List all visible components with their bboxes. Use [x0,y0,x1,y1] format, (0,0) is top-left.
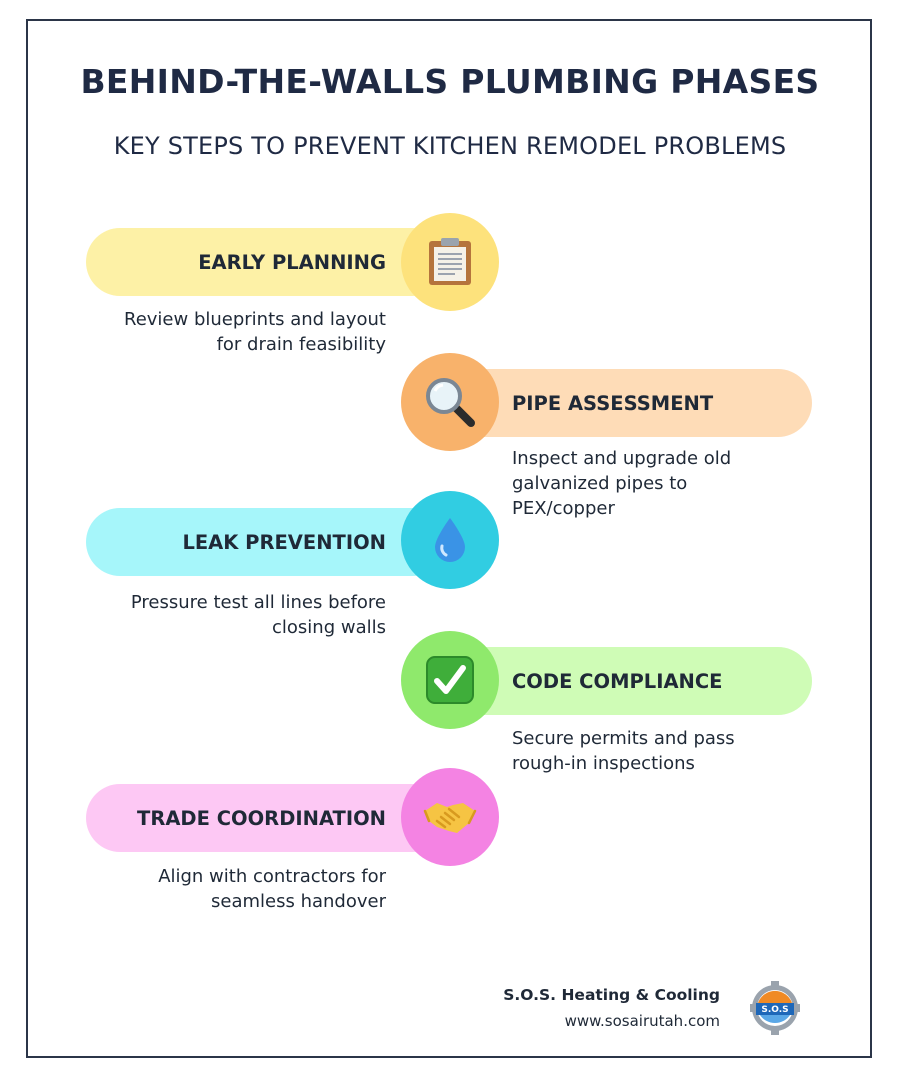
step-pipe-assessment-description: Inspect and upgrade old galvanized pipes to PEX/copper [512,448,732,519]
step-label: TRADE COORDINATION [137,806,386,830]
check-mark-icon [425,655,475,705]
clipboard-icon [427,237,473,287]
step-code-compliance-pill [450,647,812,715]
step-leak-prevention-circle [401,491,499,589]
step-trade-coordination-description: Align with contractors for seamless handover [158,866,386,912]
step-code-compliance-description: Secure permits and pass rough-in inspections [512,728,735,774]
step-label: CODE COMPLIANCE [512,669,723,693]
step-label: PIPE ASSESSMENT [512,391,714,415]
step-leak-prevention-description: Pressure test all lines before closing walls [130,592,386,638]
step-early-planning-description: Review blueprints and layout for drain feasibility [124,309,386,355]
page-title: BEHIND-THE-WALLS PLUMBING PHASES [80,62,820,101]
magnifying-glass-icon [424,376,476,428]
sos-logo [750,981,800,1035]
handshake-icon [423,797,477,837]
step-trade-coordination-circle [401,768,499,866]
svg-text:S.O.S: S.O.S [761,1005,789,1015]
step-code-compliance-circle [401,631,499,729]
step-leak-prevention-pill [86,508,446,576]
water-drop-icon [432,516,468,564]
step-pipe-assessment-circle [401,353,499,451]
step-label: LEAK PREVENTION [182,530,386,554]
step-early-planning-pill [86,228,446,296]
company-name: S.O.S. Heating & Cooling [503,986,720,1004]
step-label: EARLY PLANNING [198,250,386,274]
company-website-link[interactable]: www.sosairutah.com [564,1012,720,1030]
step-trade-coordination-pill [86,784,446,852]
step-early-planning-circle [401,213,499,311]
step-pipe-assessment-pill [450,369,812,437]
page-subtitle: KEY STEPS TO PREVENT KITCHEN REMODEL PROBLEMS [113,132,787,160]
